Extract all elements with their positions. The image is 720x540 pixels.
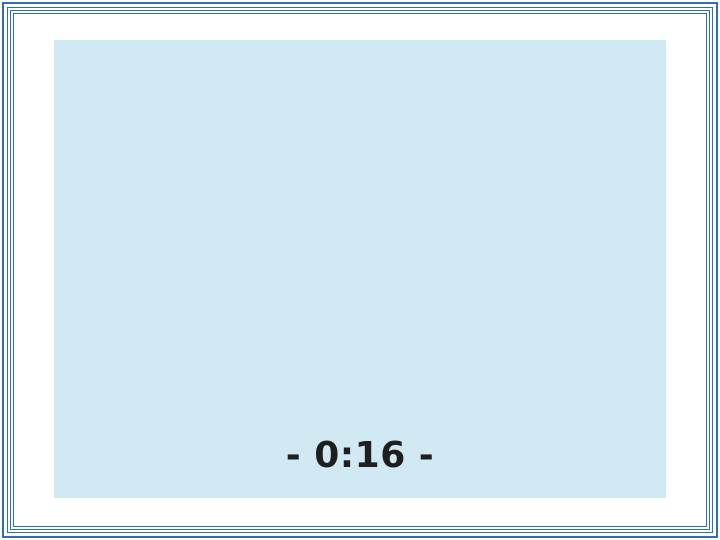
- slide-content-area: [54, 40, 666, 498]
- countdown-timer: - 0:16 -: [285, 435, 435, 476]
